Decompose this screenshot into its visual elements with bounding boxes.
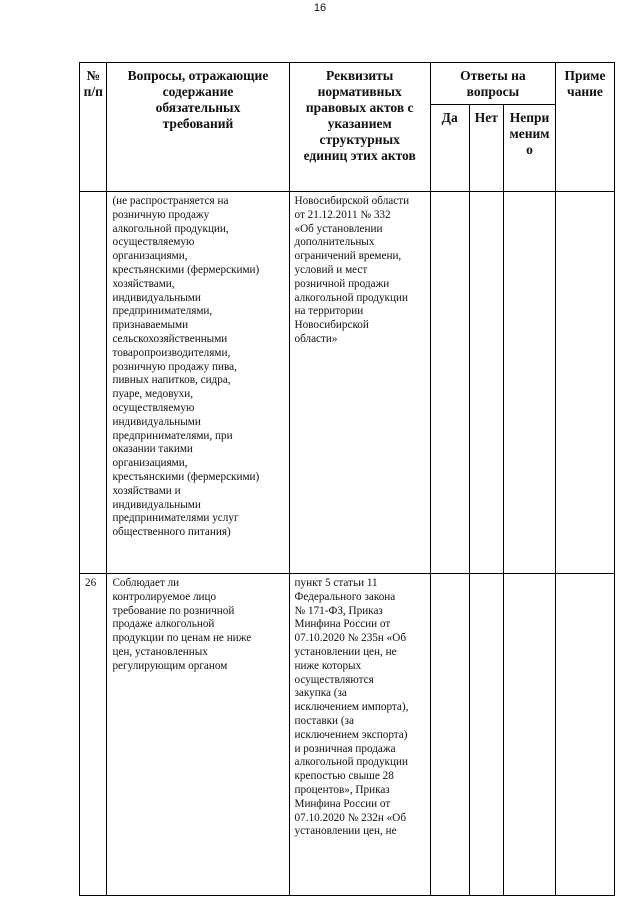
table-row xyxy=(80,574,615,896)
row-question: Соблюдает ли контролируемое лицо требование по розничной продаже алкогольной продукции по ценам не ниже цен, установленных регулирующим органом xyxy=(107,574,289,896)
header-row xyxy=(80,63,615,105)
row-answer-na[interactable] xyxy=(504,192,556,574)
page-number: 16 xyxy=(313,2,327,14)
row-note[interactable] xyxy=(555,192,614,574)
row-answer-no[interactable] xyxy=(469,574,504,896)
header-yes: Да xyxy=(430,105,469,192)
row-reference: Новосибирской области от 21.12.2011 № 332 «Об установлении дополнительных ограничений времени, условий и мест розничной продажи алкогольной продукции на территории Новосибирской области» xyxy=(289,192,430,574)
row-question: (не распространяется на розничную продажу алкогольной продукции, осуществляемую организациями, крестьянскими (фермерскими) хозяйствами, индивидуальными предпринимателями, признаваемыми сельскохозяйственными товаропроизводителями, розничную продажу пива, пивных напитков, сидра, пуаре, медовухи, осуществляемую индивидуальными предпринимателями, при оказании такими организациями, крестьянскими (фермерскими) хозяйствами и индивидуальными предпринимателями услуг общественного питания) xyxy=(107,192,289,574)
row-answer-no[interactable] xyxy=(469,192,504,574)
header-note: Приме чание xyxy=(555,63,614,192)
row-answer-na[interactable] xyxy=(504,574,556,896)
header-na: Непри меним о xyxy=(504,105,556,192)
row-answer-yes[interactable] xyxy=(430,574,469,896)
row-num: 26 xyxy=(80,574,107,896)
requirements-table xyxy=(79,62,615,896)
header-requisites: Реквизиты нормативных правовых актов с указанием структурных единиц этих актов xyxy=(289,63,430,192)
row-answer-yes[interactable] xyxy=(430,192,469,574)
header-num: № п/п xyxy=(80,63,107,192)
header-answers: Ответы на вопросы xyxy=(430,63,555,105)
row-note[interactable] xyxy=(555,574,614,896)
header-questions: Вопросы, отражающие содержание обязательных требований xyxy=(107,63,289,192)
row-num xyxy=(80,192,107,574)
header-no: Нет xyxy=(469,105,504,192)
row-reference: пункт 5 статьи 11 Федерального закона № 171-ФЗ, Приказ Минфина России от 07.10.2020 № 235н «Об установлении цен, не ниже которых осуществляются закупка (за исключением импорта), поставки (за исключением экспорта) и розничная продажа алкогольной продукции крепостью свыше 28 процентов», Приказ Минфина России от 07.10.2020 № 232н «Об установлении цен, не xyxy=(289,574,430,896)
table-row xyxy=(80,192,615,574)
